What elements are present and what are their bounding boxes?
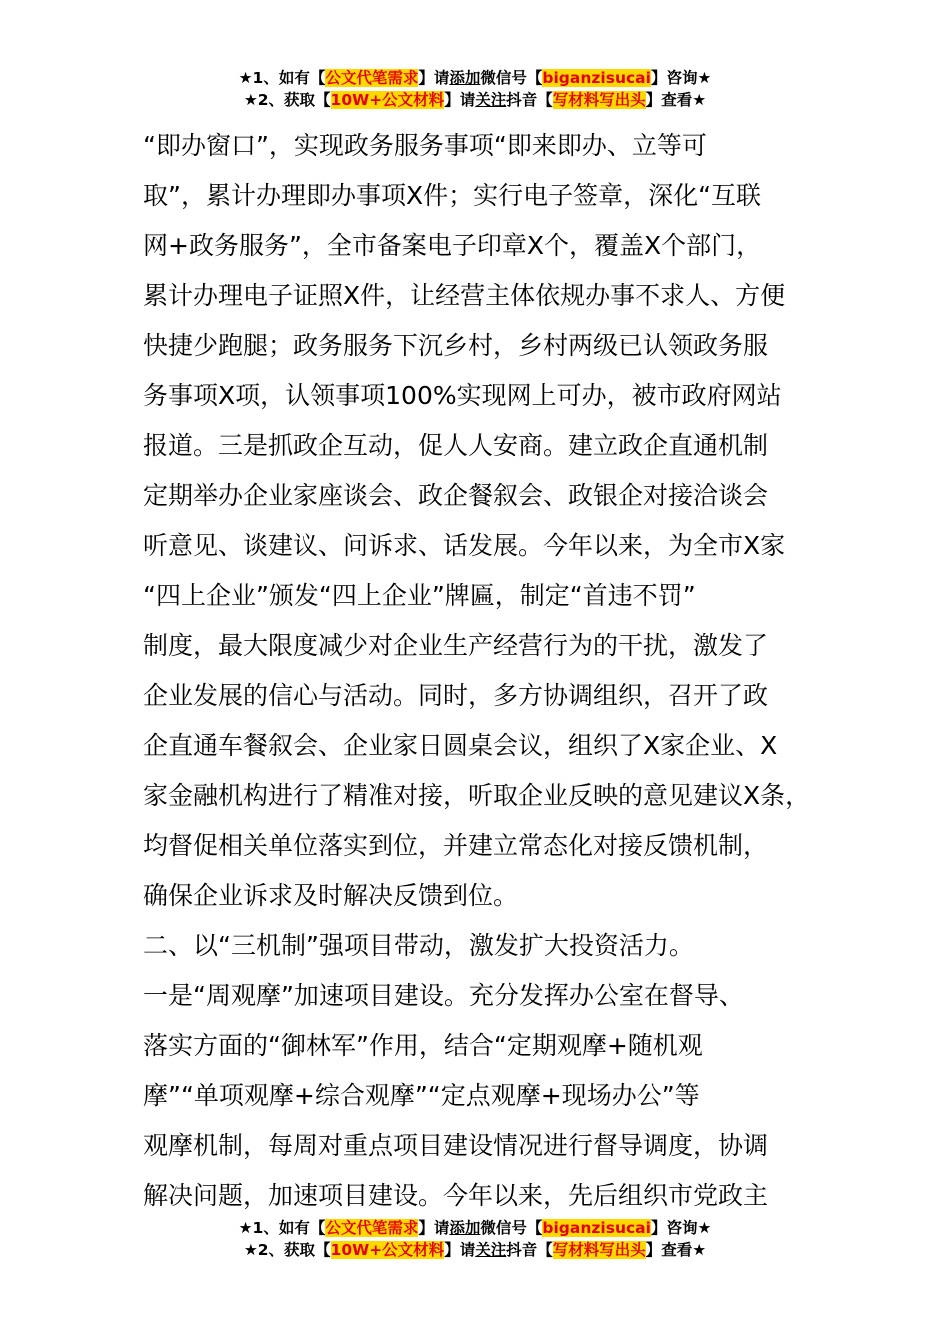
underline-add: 添加 bbox=[449, 1219, 481, 1237]
highlight-wechat-id: biganzisucai bbox=[542, 1219, 651, 1237]
text-line: 听意见、谈建议、问诉求、话发展。今年以来，为全市X家 bbox=[143, 531, 786, 560]
text-line: 报道。三是抓政企互动，促人人安商。建立政企直通机制 bbox=[143, 431, 769, 460]
highlight-wechat-id: biganzisucai bbox=[542, 69, 651, 87]
header-text: 】请 bbox=[444, 91, 476, 109]
highlight-materials: 10W+公文材料 bbox=[330, 1241, 445, 1259]
text-line: 落实方面的“御林军”作用，结合“定期观摩+随机观 bbox=[143, 1031, 703, 1060]
footer-text: 】咨询★ bbox=[650, 1219, 712, 1237]
footer-line-1 bbox=[0, 1217, 950, 1239]
header-text: 】查看★ bbox=[645, 91, 707, 109]
text-line: 取”，累计办理即办事项X件；实行电子签章，深化“互联 bbox=[143, 181, 762, 210]
highlight-douyin: 写材料写出头 bbox=[552, 91, 646, 109]
text-line: “四上企业”颁发“四上企业”牌匾，制定“首违不罚” bbox=[143, 581, 696, 610]
header-text: 】咨询★ bbox=[650, 69, 712, 87]
text-line: 解决问题，加速项目建设。今年以来，先后组织市党政主 bbox=[143, 1181, 769, 1210]
highlight-ghostwriting: 公文代笔需求 bbox=[325, 1219, 419, 1237]
footer-text: 微信号【 bbox=[480, 1219, 543, 1237]
header-line-1 bbox=[0, 67, 950, 89]
underline-follow: 关注 bbox=[475, 1241, 507, 1259]
text-line: 摩”“单项观摩+综合观摩”“定点观摩+现场办公”等 bbox=[143, 1081, 700, 1110]
header-text: 】请 bbox=[418, 69, 450, 87]
text-line: 累计办理电子证照X件，让经营主体依规办事不求人、方便 bbox=[143, 281, 786, 310]
text-line: 观摩机制，每周对重点项目建设情况进行督导调度，协调 bbox=[143, 1131, 769, 1160]
header-text: 微信号【 bbox=[480, 69, 543, 87]
text-line: 快捷少跑腿；政务服务下沉乡村，乡村两级已认领政务服 bbox=[143, 331, 769, 360]
text-line: 家金融机构进行了精准对接，听取企业反映的意见建议X条， bbox=[143, 781, 811, 810]
text-line: 务事项X项，认领事项100%实现网上可办，被市政府网站 bbox=[143, 381, 782, 410]
text-line: 均督促相关单位落实到位，并建立常态化对接反馈机制， bbox=[143, 831, 769, 860]
document-body bbox=[143, 121, 833, 1221]
text-line: 网+政务服务”，全市备案电子印章X个，覆盖X个部门， bbox=[143, 231, 762, 260]
footer-text: 】请 bbox=[418, 1219, 450, 1237]
header-text: ★1、如有【 bbox=[238, 69, 326, 87]
highlight-materials: 10W+公文材料 bbox=[330, 91, 445, 109]
text-line: 企业发展的信心与活动。同时，多方协调组织，召开了政 bbox=[143, 681, 769, 710]
highlight-ghostwriting: 公文代笔需求 bbox=[325, 69, 419, 87]
footer-text: 抖音【 bbox=[506, 1241, 553, 1259]
text-line: 一是“周观摩”加速项目建设。充分发挥办公室在督导、 bbox=[143, 981, 744, 1010]
header-text: 抖音【 bbox=[506, 91, 553, 109]
text-line: 确保企业诉求及时解决反馈到位。 bbox=[143, 881, 519, 910]
underline-add: 添加 bbox=[449, 69, 481, 87]
header-text: ★2、获取【 bbox=[243, 91, 331, 109]
footer-text: 】查看★ bbox=[645, 1241, 707, 1259]
text-line: 定期举办企业家座谈会、政企餐叙会、政银企对接洽谈会 bbox=[143, 481, 769, 510]
footer-line-2 bbox=[0, 1239, 950, 1261]
footer-banner bbox=[0, 1217, 950, 1261]
header-banner bbox=[0, 67, 950, 111]
underline-follow: 关注 bbox=[475, 91, 507, 109]
text-line: 制度，最大限度减少对企业生产经营行为的干扰，激发了 bbox=[143, 631, 769, 660]
text-line: “即办窗口”，实现政务服务事项“即来即办、立等可 bbox=[143, 131, 707, 160]
highlight-douyin: 写材料写出头 bbox=[552, 1241, 646, 1259]
header-line-2 bbox=[0, 89, 950, 111]
footer-text: ★1、如有【 bbox=[238, 1219, 326, 1237]
text-line: 二、以“三机制”强项目带动，激发扩大投资活力。 bbox=[143, 931, 694, 960]
footer-text: 】请 bbox=[444, 1241, 476, 1259]
text-line: 企直通车餐叙会、企业家日圆桌会议，组织了X家企业、X bbox=[143, 731, 778, 760]
footer-text: ★2、获取【 bbox=[243, 1241, 331, 1259]
